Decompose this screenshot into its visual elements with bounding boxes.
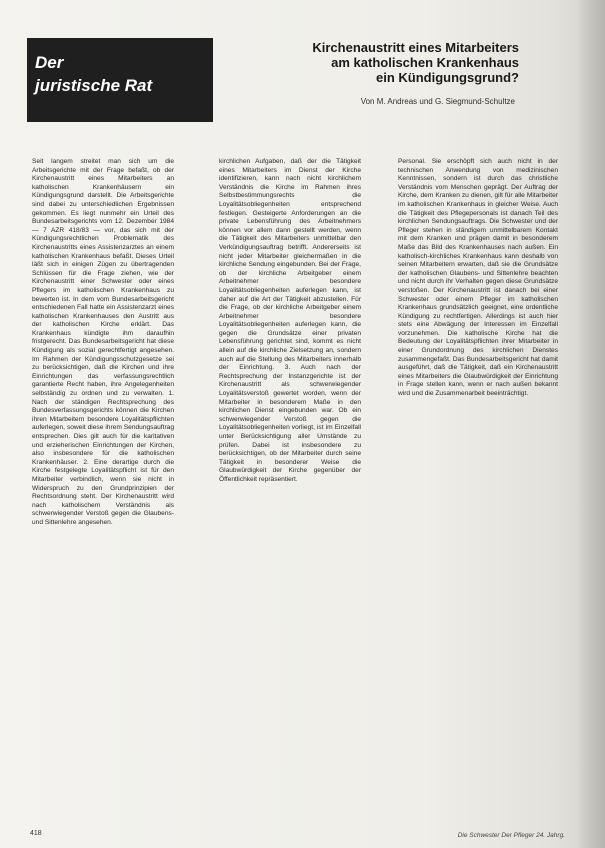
article-title-line-3: ein Kündigungsgrund? xyxy=(376,70,519,85)
page-edge-shadow xyxy=(579,0,605,848)
journal-footer: Die Schwester Der Pfleger 24. Jahrg. xyxy=(457,832,565,839)
section-badge-line-1: Der xyxy=(35,53,64,72)
article-title xyxy=(312,40,519,85)
text-column-3: Personal. Sie erschöpft sich auch nicht in der technischen Anwendung von medizinischen Kenntnissen, sondern ist durch das christliche Verständnis vom Menschen geprägt. Der Auftrag der Kirche, dem Kranken zu dienen, gilt für alle Mitarbeiter im katholischen Krankenhaus in gleicher Weise. Auch die Tätigkeit des Pflegepersonals ist danach Teil des kirchlichen Sendungsauftrags. Die Schwester und der Pfleger stehen in ständigem unmittelbarem Kontakt mit dem Kranken und prägen damit in besonderem Maße das Bild des Krankenhauses nach außen. Ein katholisch-kirchliches Krankenhaus kann deshalb von seinen Mitarbeitern erwarten, daß sie die Grundsätze der katholischen Glaubens- und Sittenlehre beachten und nicht durch ihr Verhalten gegen diese Grundsätze verstoßen. Der Kirchenaustritt ist danach bei einer Schwester oder einem Pfleger im katholischen Krankenhaus grundsätzlich geeignet, eine ordentliche Kündigung zu rechtfertigen. Allerdings ist auch hier stets eine Abwägung der Interessen im Einzelfall vorzunehmen. Die katholische Kirche hat die Bedeutung der Loyalitätspflichten ihrer Mitarbeiter in einer Grundordnung des kirchlichen Dienstes zusammengefaßt. Das Bundesarbeitsgericht hat damit ausgeführt, daß die Tätigkeit, daß ein Kirchenaustritt eines Mitarbeiters die Glaubwürdigkeit der Einrichtung in Frage stellen kann, wenn er nach außen bekannt wird und die Zusammenarbeit beeinträchtigt. xyxy=(398,158,558,398)
article-title-line-1: Kirchenaustritt eines Mitarbeiters xyxy=(312,40,519,55)
page-number: 418 xyxy=(30,830,42,837)
section-badge xyxy=(27,38,213,122)
article-title-line-2: am katholischen Krankenhaus xyxy=(331,55,519,70)
section-badge-line-2: juristische Rat xyxy=(35,76,153,95)
article-authors: Von M. Andreas und G. Siegmund-Schultze xyxy=(360,97,515,106)
text-column-2: kirchlichen Aufgaben, daß der die Tätigkeit eines Mitarbeiters im Dienst der Kirche identifizieren, kann nach nicht kirchlichem Verständnis die Kirche im Rahmen ihres Selbstbestimmungsrechts die Loyalitätsobliegenheiten entsprechend festlegen. Gesteigerte Anforderungen an die private Lebensführung des Arbeitnehmers können vor allem dann gestellt werden, wenn die Tätigkeit des Mitarbeiters unmittelbar den Verkündigungsauftrag betrifft. Andererseits ist nicht jeder Mitarbeiter gleichermaßen in die kirchliche Sendung eingebunden. Bei der Frage, ob der kirchliche Arbeitgeber einem Arbeitnehmer besondere Loyalitätsobliegenheiten auferlegen kann, ist daher auf die Art der Tätigkeit abzustellen. Für die Frage, ob der kirchliche Arbeitgeber einem Arbeitnehmer besondere Loyalitätsobliegenheiten auferlegen kann, die gegen die Grundsätze einer privaten Lebensführung gerichtet sind, kommt es nicht allein auf die kirchliche Zielsetzung an, sondern auch auf die Stellung des Mitarbeiters innerhalb der Einrichtung. 3. Auch nach der Rechtsprechung der Instanzgerichte ist der Kirchenaustritt als schwerwiegender Loyalitätsverstoß gewertet worden, wenn der Mitarbeiter in besonderem Maße in den kirchlichen Dienst eingebunden war. Ob ein schwerwiegender Verstoß gegen die Loyalitätsobliegenheiten vorliegt, ist im Einzelfall unter Berücksichtigung aller Umstände zu prüfen. Dabei ist insbesondere zu berücksichtigen, ob der Mitarbeiter durch seine Tätigkeit in besonderer Weise die Glaubwürdigkeit der Kirche gegenüber der Öffentlichkeit repräsentiert. xyxy=(219,158,361,483)
text-column-1: Seit langem streitet man sich um die Arbeitsgerichte mit der Frage befaßt, ob der Kirchenaustritt eines Mitarbeiters an katholischen Krankenhäusern ein Kündigungsgrund darstellt. Die Arbeitsgerichte sind dabei zu unterschiedlichen Ergebnissen gekommen. Es liegt nunmehr ein Urteil des Bundesarbeitsgerichts vom 12. Dezember 1984 — 7 AZR 418/83 — vor, das sich mit der Kündigungsrechtlichen Problematik des Kirchenaustritts eines Assistenzarztes an einem katholischen Krankenhaus befaßt. Dieses Urteil läßt sich in einigen Zügen zu übertragenden Schlüssen für die Frage ziehen, wie der Kirchenaustritt einer Schwester oder eines Pflegers im katholischen Krankenhaus zu bewerten ist. In dem vom Bundesarbeitsgericht entschiedenen Fall hatte ein Assistenzarzt eines katholischen Krankenhauses den Austritt aus der katholischen Kirche erklärt. Das Krankenhaus kündigte ihm daraufhin fristgerecht. Das Bundesarbeitsgericht hat diese Kündigung als sozial gerechtfertigt angesehen. Im Rahmen der Kündigungsschutzgesetze sei zu berücksichtigen, daß die Kirchen und ihre Einrichtungen das verfassungsrechtlich garantierte Recht haben, ihre Angelegenheiten selbständig zu ordnen und zu verwalten. 1. Nach der ständigen Rechtsprechung des Bundesverfassungsgerichts können die Kirchen ihren Mitarbeitern besondere Loyalitätspflichten auferlegen, soweit diese ihrem Sendungsauftrag entsprechen. Dies gilt auch für die karitativen und erzieherischen Einrichtungen der Kirchen, also insbesondere für die katholischen Krankenhäuser. 2. Eine derartige durch die Kirche festgelegte Loyalitätspflicht ist für den Mitarbeiter verbindlich, wenn sie nicht in Widerspruch zu den Grundprinzipien der Rechtsordnung steht. Der Kirchenaustritt wird nach katholischem Verständnis als schwerwiegender Verstoß gegen die Glaubens- und Sittenlehre angesehen. xyxy=(32,158,174,526)
